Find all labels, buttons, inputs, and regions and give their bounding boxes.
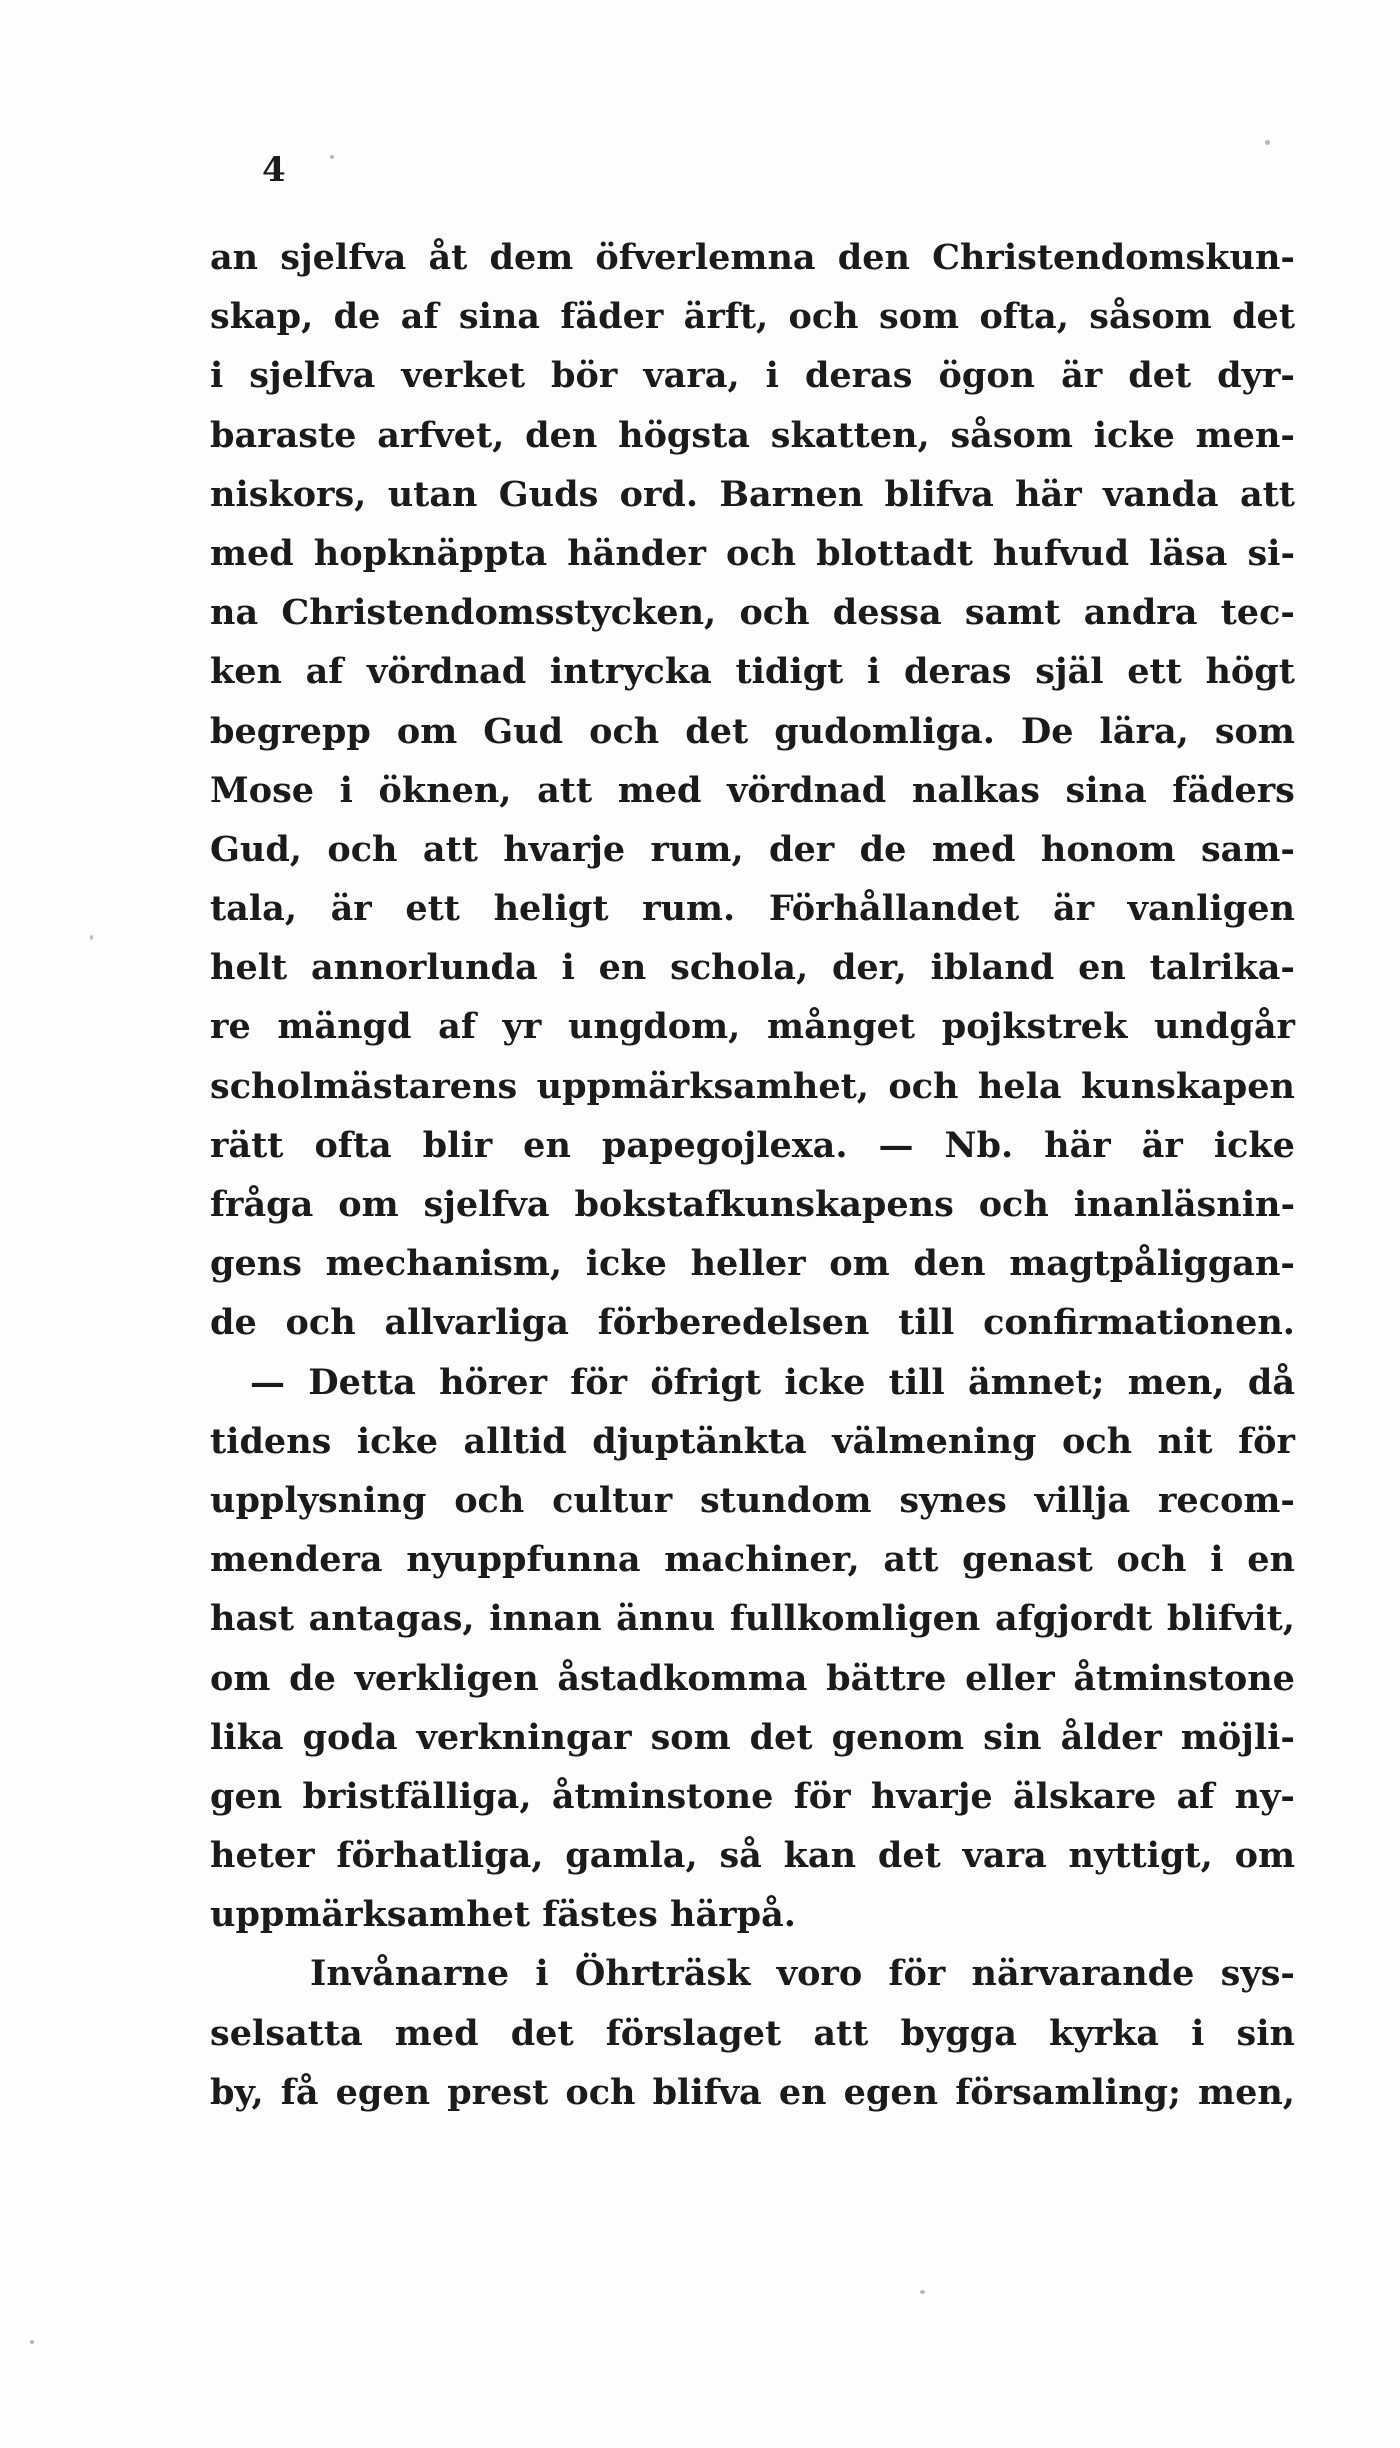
- word: undgår: [1153, 1006, 1295, 1048]
- word: men,: [1198, 2071, 1295, 2113]
- word: vanda: [1102, 473, 1219, 515]
- word: händer: [567, 532, 706, 574]
- text-line: [210, 1293, 1295, 1352]
- word: icke: [1213, 1124, 1295, 1166]
- word: och: [739, 592, 810, 634]
- word: lika: [210, 1716, 284, 1758]
- word: heller: [690, 1243, 806, 1285]
- word: si-: [1247, 532, 1295, 574]
- word: af: [1176, 1775, 1215, 1817]
- word: af: [438, 1006, 476, 1048]
- word: mängd: [277, 1006, 412, 1048]
- word: och: [589, 710, 660, 752]
- word: dyr-: [1217, 355, 1295, 397]
- word: så: [719, 1835, 762, 1877]
- text-line: [210, 1057, 1295, 1116]
- word: att: [422, 828, 478, 870]
- word: schola,: [670, 947, 809, 989]
- word: bokstafkunskapens: [574, 1184, 954, 1225]
- word: med: [617, 769, 702, 811]
- text-line: [210, 1589, 1295, 1648]
- word: helt: [210, 947, 288, 989]
- word: och: [454, 1479, 525, 1521]
- word: scholmästarens: [210, 1065, 518, 1107]
- word: är: [330, 888, 372, 930]
- word: och: [725, 532, 797, 574]
- word: mechanism,: [325, 1243, 563, 1285]
- word: öfverlemna: [595, 237, 816, 278]
- word: fäder: [560, 296, 664, 338]
- word: lära,: [1099, 710, 1189, 752]
- word: ofta: [314, 1124, 392, 1166]
- word: bristfälliga,: [302, 1775, 532, 1817]
- word: om: [210, 1657, 271, 1699]
- word: —: [250, 1361, 285, 1403]
- word: honom: [1040, 828, 1176, 870]
- word: skap,: [210, 296, 314, 338]
- word: älskare: [1012, 1775, 1157, 1817]
- paper-speck: [90, 935, 93, 940]
- word: verkligen: [354, 1657, 539, 1699]
- word: af: [305, 651, 344, 693]
- word: och: [327, 828, 398, 870]
- word: bör: [551, 355, 618, 397]
- paper-speck: [1265, 140, 1270, 145]
- word: dessa: [832, 592, 942, 634]
- word: Gud,: [210, 828, 302, 870]
- word: själ: [1035, 651, 1104, 693]
- word: tidens: [210, 1420, 332, 1462]
- word: intrycka: [549, 651, 712, 693]
- word: tala,: [210, 888, 298, 930]
- word: ämnet;: [967, 1361, 1105, 1403]
- word: hvarje: [503, 828, 626, 870]
- word: blifvit,: [1166, 1598, 1295, 1640]
- word: närvarande: [971, 1953, 1195, 1995]
- word: och: [788, 296, 859, 338]
- word: re: [210, 1006, 251, 1048]
- word: talrika-: [1149, 947, 1295, 989]
- word: hufvud: [992, 532, 1130, 574]
- paper-speck: [330, 155, 334, 159]
- word: det: [749, 1716, 813, 1758]
- word: kan: [783, 1835, 857, 1877]
- word: af: [400, 296, 439, 338]
- word: antagas,: [308, 1598, 475, 1640]
- word: läsa: [1149, 532, 1228, 574]
- word: prest: [447, 2071, 549, 2113]
- word: upplysning: [210, 1479, 427, 1521]
- text-line: [210, 1944, 1295, 2003]
- word: baraste: [210, 414, 357, 456]
- text-line: [210, 2004, 1295, 2063]
- word: deras: [903, 651, 1012, 693]
- word: att: [883, 1539, 939, 1581]
- word: recom-: [1157, 1479, 1295, 1521]
- word: sina: [1065, 769, 1147, 811]
- text-line: [210, 702, 1295, 761]
- word: nit: [1157, 1420, 1213, 1462]
- word: sys-: [1220, 1953, 1295, 1995]
- word: skatten,: [770, 414, 930, 456]
- paper-speck: [920, 2290, 925, 2294]
- text-line: [210, 997, 1295, 1056]
- word: i: [765, 355, 779, 397]
- text-line: [210, 406, 1295, 465]
- word: rum,: [650, 828, 744, 870]
- word: ibland: [930, 947, 1055, 989]
- word: och: [888, 1065, 959, 1107]
- word: deras: [804, 355, 913, 397]
- word: uppmärksamhet,: [536, 1065, 869, 1107]
- text-line: [210, 1175, 1295, 1234]
- word: Detta: [308, 1361, 416, 1403]
- paper-speck: [30, 2340, 34, 2344]
- word: det: [877, 1835, 941, 1877]
- word: blifva: [652, 2071, 762, 2113]
- word: är: [1061, 355, 1103, 397]
- word: sin: [1236, 2012, 1295, 2054]
- word: egen: [843, 2071, 939, 2113]
- word: då: [1247, 1361, 1295, 1403]
- word: nyuppfunna: [406, 1539, 641, 1581]
- word: machiner,: [664, 1539, 860, 1581]
- word: kyrka: [1049, 2012, 1159, 2054]
- word: om: [338, 1184, 399, 1225]
- word: öfrigt: [650, 1361, 762, 1403]
- word: sjelfva: [423, 1184, 550, 1225]
- word: en: [598, 947, 647, 989]
- word: hopknäppta: [313, 532, 548, 574]
- word: niskors,: [210, 473, 367, 515]
- text-line: [210, 524, 1295, 583]
- word: hörer: [439, 1361, 548, 1403]
- word: få: [280, 2071, 319, 2113]
- word: i: [339, 769, 353, 811]
- word: Barnen: [719, 473, 864, 515]
- word: stundom: [699, 1479, 872, 1521]
- word: sin: [983, 1716, 1042, 1758]
- text-line: [210, 287, 1295, 346]
- word: by,: [210, 2071, 264, 2113]
- word: högt: [1205, 651, 1295, 693]
- word: ögon: [938, 355, 1036, 397]
- word: om: [1234, 1835, 1295, 1877]
- word: rum.: [642, 888, 736, 930]
- word: som: [650, 1716, 731, 1758]
- word: såsom: [1089, 296, 1212, 338]
- word: att: [1239, 473, 1295, 515]
- word: som: [879, 296, 960, 338]
- word: Nb.: [944, 1124, 1014, 1166]
- word: det: [1232, 296, 1295, 338]
- word: Mose: [210, 769, 315, 811]
- word: nalkas: [911, 769, 1040, 811]
- body-text: [210, 228, 1295, 2122]
- word: allvarliga: [384, 1302, 569, 1344]
- word: det: [685, 710, 749, 752]
- word: i: [1210, 1539, 1224, 1581]
- word: fäders: [1172, 769, 1295, 811]
- word: goda: [302, 1716, 398, 1758]
- word: att: [537, 769, 593, 811]
- word: här: [1015, 473, 1082, 515]
- word: selsatta: [210, 2012, 363, 2054]
- word: eller: [965, 1657, 1055, 1699]
- word: icke: [1093, 414, 1175, 456]
- word: ett: [405, 888, 460, 930]
- word: att: [813, 2012, 869, 2054]
- word: en: [1078, 947, 1126, 989]
- word: blifva: [884, 473, 994, 515]
- word: i: [867, 651, 881, 693]
- word: sam-: [1200, 828, 1295, 870]
- word: voro: [776, 1953, 863, 1995]
- word: pojkstrek: [941, 1006, 1128, 1048]
- word: om: [829, 1243, 890, 1285]
- word: innan: [489, 1598, 602, 1640]
- word: ärft,: [683, 296, 769, 338]
- text-line: [210, 938, 1295, 997]
- word: ord.: [619, 473, 699, 515]
- text-line: [210, 1412, 1295, 1471]
- text-line: uppmärksamhet fästes härpå.: [210, 1894, 796, 1936]
- word: de: [859, 828, 907, 870]
- word: sina: [458, 296, 540, 338]
- text-line: [210, 1649, 1295, 1708]
- word: det: [1128, 355, 1192, 397]
- word: villja: [1034, 1479, 1131, 1521]
- word: församling;: [955, 2071, 1181, 2113]
- word: de: [333, 296, 381, 338]
- word: der: [769, 828, 835, 870]
- word: de: [289, 1657, 336, 1699]
- word: men,: [1127, 1361, 1225, 1403]
- word: djuptänkta: [592, 1420, 807, 1462]
- word: en: [1247, 1539, 1295, 1581]
- word: genast: [962, 1539, 1093, 1581]
- word: ny-: [1234, 1775, 1295, 1817]
- word: genom: [831, 1716, 965, 1758]
- word: till: [888, 1361, 945, 1403]
- text-line: [210, 761, 1295, 820]
- word: med: [210, 532, 294, 574]
- word: sjelfva: [249, 355, 376, 397]
- word: men-: [1195, 414, 1295, 456]
- word: tidigt: [735, 651, 844, 693]
- word: utan: [387, 473, 478, 515]
- word: välmening: [832, 1420, 1037, 1462]
- text-line: [210, 1234, 1295, 1293]
- word: åtminstone: [551, 1775, 774, 1817]
- text-line: [210, 2063, 1295, 2122]
- word: heter: [210, 1835, 315, 1877]
- word: confirmationen.: [983, 1302, 1295, 1344]
- word: ett: [1127, 651, 1182, 693]
- word: nyttigt,: [1068, 1835, 1213, 1877]
- word: hast: [210, 1598, 294, 1640]
- word: vara,: [643, 355, 740, 397]
- word: det: [510, 2012, 574, 2054]
- word: heligt: [493, 888, 609, 930]
- word: de: [210, 1302, 257, 1344]
- word: förslaget: [605, 2012, 782, 2054]
- word: inanläsnin-: [1073, 1184, 1295, 1225]
- word: alltid: [463, 1420, 567, 1462]
- word: De: [1020, 710, 1074, 752]
- word: är: [1052, 888, 1095, 930]
- word: gudomliga.: [774, 710, 995, 752]
- word: yr: [502, 1006, 542, 1048]
- word: Guds: [498, 473, 599, 515]
- word: andra: [1083, 592, 1198, 634]
- word: magtpåliggan-: [1009, 1243, 1295, 1285]
- word: med: [931, 828, 1016, 870]
- word: tec-: [1220, 592, 1295, 634]
- word: afgjordt: [994, 1598, 1153, 1640]
- word: rätt: [210, 1124, 284, 1166]
- word: åtminstone: [1073, 1657, 1295, 1699]
- word: Christendomsstycken,: [281, 592, 717, 634]
- text-line: [210, 228, 1295, 287]
- word: om: [396, 710, 458, 752]
- word: som: [1214, 710, 1295, 752]
- word: verkningar: [416, 1716, 632, 1758]
- word: icke: [784, 1361, 866, 1403]
- word: Öhrträsk: [574, 1953, 751, 1995]
- word: i: [535, 1953, 549, 1995]
- word: vara: [962, 1835, 1047, 1877]
- word: den: [837, 237, 910, 278]
- word: cultur: [552, 1479, 673, 1521]
- word: blir: [422, 1124, 493, 1166]
- word: i: [1191, 2012, 1205, 2054]
- word: begrepp: [210, 710, 371, 752]
- word: an: [210, 237, 259, 278]
- word: fråga: [210, 1184, 314, 1225]
- word: en: [523, 1124, 571, 1166]
- word: annorlunda: [311, 947, 538, 989]
- word: hvarje: [870, 1775, 993, 1817]
- word: ungdom,: [567, 1006, 741, 1048]
- word: bygga: [900, 2012, 1017, 2054]
- word: hela: [977, 1065, 1062, 1107]
- word: synes: [899, 1479, 1007, 1521]
- word: sjelfva: [280, 237, 407, 278]
- word: högsta: [618, 414, 750, 456]
- page-number: 4: [262, 150, 286, 190]
- word: vanligen: [1127, 888, 1295, 930]
- text-line: [210, 1708, 1295, 1767]
- word: ålder: [1060, 1716, 1162, 1758]
- text-line: [210, 1353, 1295, 1412]
- word: ofta,: [979, 296, 1069, 338]
- text-line: [210, 1116, 1295, 1175]
- word: med: [394, 2012, 479, 2054]
- text-line: [210, 465, 1295, 524]
- word: arfvet,: [377, 414, 505, 456]
- word: bättre: [826, 1657, 947, 1699]
- word: den: [525, 414, 598, 456]
- word: Förhållandet: [768, 888, 1020, 930]
- text-line: [210, 1767, 1295, 1826]
- word: och: [285, 1302, 356, 1344]
- word: är: [1141, 1124, 1183, 1166]
- text-line: [210, 1826, 1295, 1885]
- text-line: [210, 642, 1295, 701]
- word: här: [1044, 1124, 1111, 1166]
- word: för: [793, 1775, 851, 1817]
- word: och: [565, 2071, 636, 2113]
- word: gen: [210, 1775, 283, 1817]
- word: fullkomligen: [729, 1598, 981, 1640]
- word: för: [1238, 1420, 1295, 1462]
- word: verket: [401, 355, 526, 397]
- word: papegojlexa.: [601, 1124, 848, 1166]
- word: månget: [767, 1006, 916, 1048]
- text-line: [210, 1471, 1295, 1530]
- word: gens: [210, 1243, 302, 1285]
- word: Christendomskun-: [932, 237, 1295, 278]
- word: na: [210, 592, 259, 634]
- word: en: [778, 2071, 827, 2113]
- word: vördnad: [727, 769, 887, 811]
- text-line: [210, 879, 1295, 938]
- word: och: [1116, 1539, 1187, 1581]
- word: samt: [964, 592, 1061, 634]
- text-line: [210, 820, 1295, 879]
- word: till: [898, 1302, 955, 1344]
- word: den: [913, 1243, 986, 1285]
- word: öknen,: [378, 769, 512, 811]
- text-line: [210, 583, 1295, 642]
- word: icke: [356, 1420, 439, 1462]
- text-line: [210, 346, 1295, 405]
- word: såsom: [950, 414, 1073, 456]
- word: kunskapen: [1081, 1065, 1295, 1107]
- word: mendera: [210, 1539, 383, 1581]
- word: åstadkomma: [557, 1657, 808, 1699]
- word: möjli-: [1180, 1716, 1295, 1758]
- text-line: [210, 1530, 1295, 1589]
- word: förberedelsen: [597, 1302, 870, 1344]
- word: i: [561, 947, 575, 989]
- word: —: [878, 1124, 914, 1166]
- word: vördnad: [367, 651, 527, 693]
- word: förhatliga,: [336, 1835, 544, 1877]
- word: för: [888, 1953, 946, 1995]
- word: ännu: [616, 1598, 716, 1640]
- word: dem: [489, 237, 574, 278]
- word: Gud: [483, 710, 564, 752]
- word: för: [570, 1361, 628, 1403]
- word: ken: [210, 651, 282, 693]
- word: och: [978, 1184, 1049, 1225]
- word: egen: [335, 2071, 431, 2113]
- word: blottadt: [816, 532, 973, 574]
- word: gamla,: [565, 1835, 698, 1877]
- word: Invånarne: [310, 1953, 510, 1995]
- word: åt: [428, 237, 468, 278]
- word: der,: [831, 947, 907, 989]
- word: i: [210, 355, 224, 397]
- word: icke: [585, 1243, 667, 1285]
- word: och: [1062, 1420, 1133, 1462]
